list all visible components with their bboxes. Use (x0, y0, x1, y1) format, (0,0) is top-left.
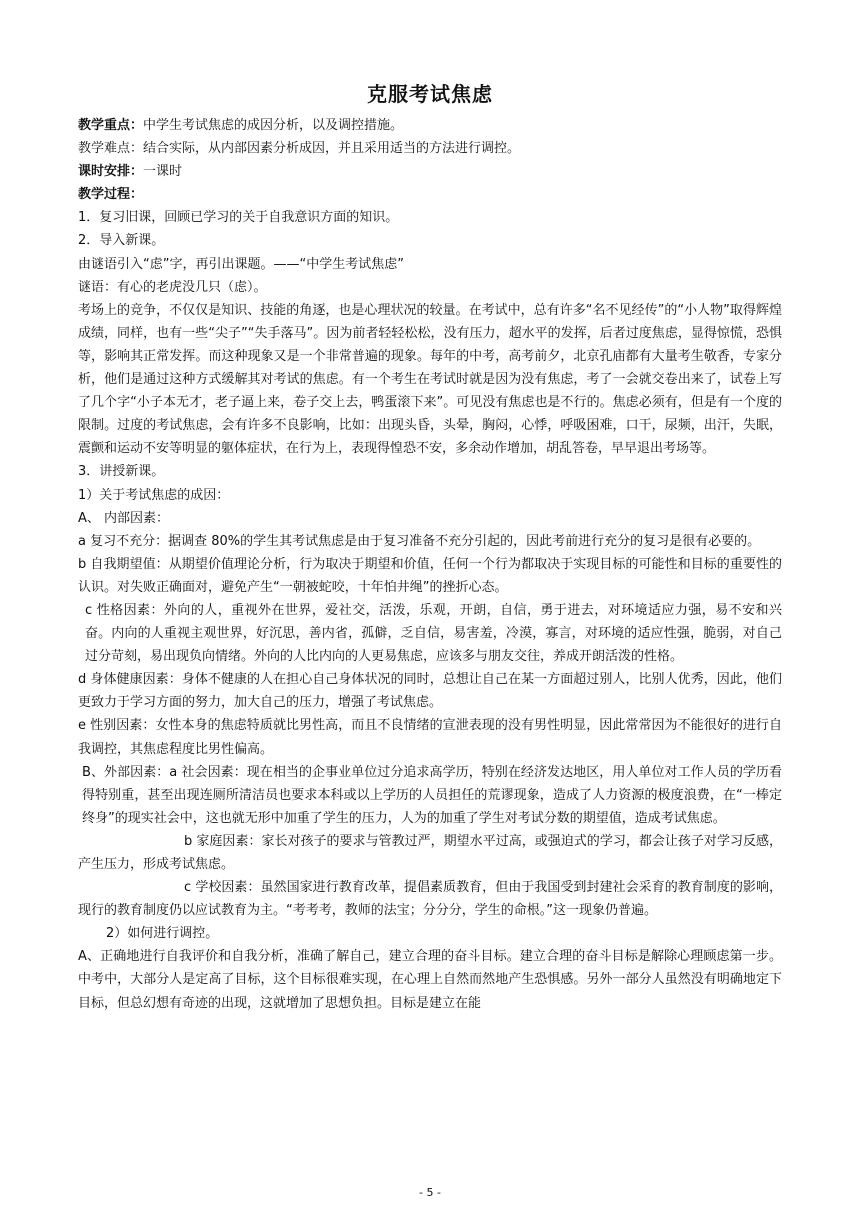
teaching-focus (78, 114, 782, 137)
paragraph: d 身体健康因素：身体不健康的人在担心自己身体状况的同时，总想让自己在某一方面超过别人，比别人优秀，因此，他们更致力于学习方面的努力，加大自己的压力，增强了考试焦虑。 (78, 672, 782, 711)
paragraph: 考场上的竞争，不仅仅是知识、技能的角逐，也是心理状况的较量。在考试中，总有许多“名不见经传”的“小人物”取得辉煌成绩，同样，也有一些“尖子”“失手落马”。因为前者轻轻松松，没有压力，超水平的发挥，后者过度焦虑，显得惊慌，恐惧等，影响其正常发挥。而这种现象又是一个非常普遍的现象。每年的中考，高考前夕，北京孔庙都有大量考生敬香，专家分析，他们是通过这种方式缓解其对考试的焦虑。有一个考生在考试时就是因为没有焦虑，考了一会就交卷出来了，试卷上写了几个字“小子本无才，老子逼上来，卷子交上去，鸭蛋滚下来”。可见没有焦虑也是不行的。焦虑必须有，但是有一个度的限制。过度的考试焦虑，会有许多不良影响，比如：出现头昏，头晕，胸闷，心悸，呼吸困难，口干，尿频，出汗，失眠，震颤和运动不安等明显的躯体症状，在行为上，表现得惶恐不安，多余动作增加，胡乱答卷，早早退出考场等。 (78, 302, 782, 457)
paragraph: 2．导入新课。 (78, 233, 165, 249)
paragraph: 由谜语引入“虑”字，再引出课题。——“中学生考试焦虑” (78, 256, 404, 272)
paragraph: A、 内部因素： (78, 510, 170, 526)
process-heading: 教学过程： (78, 187, 144, 203)
paragraph: B、外部因素：a 社会因素：现在相当的企事业单位过分追求高学历，特别在经济发达地区，用人单位对工作人员的学历看得特别重，甚至出现连厕所清洁员也要求本科或以上学历的人员担任的荒谬现象，造成了人力资源的极度浪费，在“一棒定终身”的现实社会中，这也就无形中加重了学生的压力，人为的加重了学生对考试分数的期望值，造成考试焦虑。 (82, 764, 782, 826)
paragraph: b 自我期望值：从期望价值理论分析，行为取决于期望和价值，任何一个行为都取决于实现目标的可能性和目标的重要性的认识。对失败正确面对，避免产生“一朝被蛇咬，十年怕井绳”的挫折心态。 (78, 556, 782, 595)
schedule-text: 一课时 (143, 164, 183, 180)
paragraph: 谜语：有心的老虎没几只（虑）。 (78, 279, 267, 295)
schedule-label: 课时安排： (78, 164, 144, 180)
paragraph: c 性格因素：外向的人，重视外在世界，爱社交，活泼，乐观，开朗，自信，勇于进去，对环境适应力强，易不安和兴奋。内向的人重视主观世界，好沉思，善内省，孤僻，乏自信，易害羞，冷漠，寡言，对环境的适应性强，脆弱，对自己过分苛刻，易出现负向情绪。外向的人比内向的人更易焦虑，应该多与朋友交往，养成开朗活泼的性格。 (85, 602, 782, 665)
paragraph: 1）关于考试焦虑的成因： (78, 487, 230, 503)
paragraph: 1．复习旧课，回顾已学习的关于自我意识方面的知识。 (78, 210, 399, 226)
paragraph: A、正确地进行自我评价和自我分析，准确了解自己，建立合理的奋斗目标。建立合理的奋斗目标是解除心理顾虑第一步。中考中，大部分人是定高了目标，这个目标很难实现，在心理上自然而然地产生恐惧感。另外一部分人虽然没有明确地定下目标，但总幻想有奇迹的出现，这就增加了思想负担。目标是建立在能 (78, 949, 782, 1011)
paragraph: c 学校因素：虽然国家进行教育改革，提倡素质教育，但由于我国受到封建社会采育的教育制度的影响，现行的教育制度仍以应试教育为主。“考考考，教师的法宝；分分分，学生的命根。”这一现象仍普遍。 (78, 880, 782, 919)
paragraph: e 性别因素：女性本身的焦虑特质就比男性高，而且不良情绪的宣泄表现的没有男性明显，因此常常因为不能很好的进行自我调控，其焦虑程度比男性偏高。 (78, 718, 782, 757)
paragraph: 3．讲授新课。 (78, 464, 165, 480)
difficulty-label: 教学难点： (78, 141, 144, 157)
paragraph: b 家庭因素：家长对孩子的要求与管教过严，期望水平过高，或强迫式的学习，都会让孩子对学习反感，产生压力，形成考试焦虑。 (78, 833, 782, 872)
page-title: 克服考试焦虑 (367, 82, 493, 106)
focus-text: 中学生考试焦虑的成因分析，以及调控措施。 (143, 118, 404, 133)
difficulty-text: 结合实际，从内部因素分析成因，并且采用适当的方法进行调控。 (143, 141, 521, 157)
paragraph: 2）如何进行调控。 (106, 926, 219, 942)
teaching-difficulty (78, 137, 782, 160)
class-schedule (78, 160, 782, 183)
document-body (78, 114, 782, 1015)
focus-label: 教学重点： (78, 118, 144, 133)
paragraph: a 复习不充分：据调查 80%的学生其考试焦虑是由于复习准备不充分引起的，因此考前进行充分的复习是很有必要的。 (78, 533, 761, 549)
page-number: - 5 - (419, 1186, 441, 1199)
